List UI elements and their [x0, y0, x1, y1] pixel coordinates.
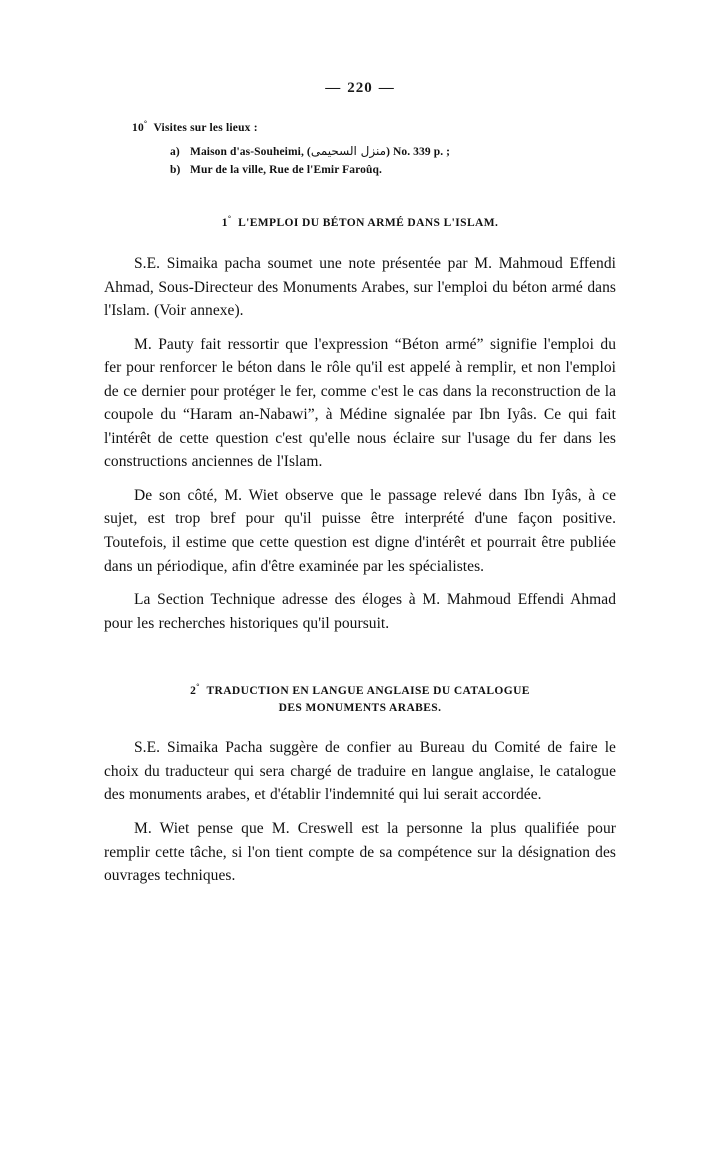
page-number-dash-right: — — [378, 80, 395, 96]
section-number: 1 — [221, 217, 228, 230]
paragraph: M. Wiet pense que M. Creswell est la personne la plus qualifiée pour remplir cette tâche, si l'on tient compte de sa compétence sur la désignation des ouvrages techniques. — [104, 819, 616, 885]
section-title-text: L'EMPLOI DU BÉTON ARMÉ DANS L'ISLAM. — [238, 217, 499, 230]
list-item-text-before: Maison d'as-Souheimi, ( — [190, 145, 311, 158]
list-item — [170, 162, 616, 180]
paragraph: S.E. Simaika Pacha suggère de confier au Bureau du Comité de faire le choix du traducteur qui sera chargé de traduire en langue anglaise, le catalogue des monuments arabes, et d'établir l'indemnité qui lui serait accordée. — [104, 739, 616, 804]
section-title-line-2: DES MONUMENTS ARABES. — [278, 701, 442, 714]
paragraph: M. Pauty fait ressortir que l'expression “Béton armé” signifie l'emploi du fer pour renforcer le béton dans le rôle qu'il est appelé à remplir, et non l'emploi de ce dernier pour protéger le fer, comme c'est le cas dans la reconstruction de la coupole du “Haram an-Nabawi”, à Médine signalée par Ibn Iyâs. Ce qui fait l'intérêt de cette question c'est qu'elle nous éclaire sur l'usage du fer dans les constructions anciennes de l'Islam. — [104, 335, 616, 471]
page-number-value: 220 — [347, 80, 373, 96]
visits-list-number-sup: ° — [143, 119, 148, 128]
page-number — [0, 80, 720, 97]
list-item-text-after: ) No. 339 p. ; — [386, 145, 451, 158]
section-title-line-1 — [104, 681, 616, 700]
paragraph: La Section Technique adresse des éloges à M. Mahmoud Effendi Ahmad pour les recherches historiques qu'il poursuit. — [104, 591, 616, 632]
section-title-text: TRADUCTION EN LANGUE ANGLAISE DU CATALOGUE — [206, 684, 530, 697]
list-item — [170, 142, 616, 162]
paragraph: De son côté, M. Wiet observe que le passage relevé dans Ibn Iyâs, à ce sujet, est trop bref pour qu'il puisse être interprété d'une façon positive. Toutefois, il estime que cette question est digne d'intérêt et pourrait être publiée dans un périodique, afin d'être examinée par les spécialistes. — [104, 486, 616, 575]
page-number-dash-left: — — [325, 80, 342, 96]
visits-list-number: 10 — [132, 121, 144, 134]
list-item-marker: a) — [170, 145, 180, 158]
list-item-text-before: Mur de la ville, Rue de l'Emir Faroûq. — [190, 163, 382, 176]
section-title-1 — [104, 213, 616, 232]
visits-list — [170, 142, 616, 180]
section-number-sup: ° — [196, 682, 200, 692]
section-title-2 — [104, 681, 616, 716]
paragraph: S.E. Simaika pacha soumet une note présentée par M. Mahmoud Effendi Ahmad, Sous-Directeur des Monuments Arabes, sur l'emploi du béton armé dans l'Islam. (Voir annexe). — [104, 254, 616, 320]
document-page — [0, 80, 720, 1162]
section-number-sup: ° — [227, 214, 232, 224]
visits-list-heading — [132, 119, 616, 134]
page-content — [104, 97, 616, 888]
visits-list-heading-text: Visites sur les lieux : — [153, 121, 258, 134]
list-item-marker: b) — [170, 163, 181, 176]
section-number: 2 — [190, 684, 197, 697]
arabic-text: منزل السحيمى — [310, 143, 387, 158]
